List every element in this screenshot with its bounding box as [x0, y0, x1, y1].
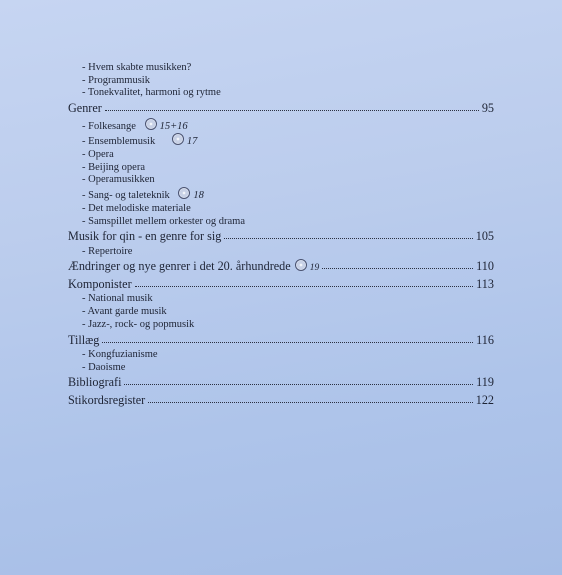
toc-entry-label: Tillæg	[68, 332, 100, 347]
cd-icon	[295, 259, 307, 271]
toc-entry-label: Stikordsregister	[68, 392, 146, 407]
cd-track-ref: 17	[172, 133, 198, 149]
toc-entry-komponister	[68, 277, 494, 294]
leader-dots	[102, 333, 473, 343]
toc-page-number: 105	[475, 229, 494, 244]
toc-entry-label: Bibliografi	[68, 375, 122, 390]
toc-entry-tillaeg	[68, 333, 494, 350]
toc-subentry: - Repertoire	[82, 245, 133, 257]
cd-icon	[145, 118, 157, 130]
toc-subentry: - Jazz-, rock- og popmusik	[82, 318, 195, 330]
toc-entry-stikordsregister	[68, 393, 494, 410]
leader-dots	[148, 393, 473, 403]
toc-page-number: 113	[476, 276, 494, 291]
toc-subentry: - Kongfuzianisme	[82, 349, 158, 361]
toc-entry-label: Musik for qin - en genre for sig	[68, 229, 222, 244]
toc-subentry: - Avant garde musik	[82, 306, 167, 318]
leader-dots	[135, 277, 474, 287]
toc-entry-label: Ændringer og nye genrer i det 20. århundrede	[68, 259, 291, 274]
cd-track-ref: 19	[295, 259, 320, 273]
cd-track-ref: 18	[178, 187, 204, 203]
toc-page-number: 116	[476, 332, 494, 347]
toc-subentry: - Sang- og taleteknik 18	[82, 187, 494, 203]
toc-subentry: - Samspillet mellem orkester og drama	[82, 215, 245, 227]
toc-subentry: - Tonekvalitet, harmoni og rytme	[82, 87, 221, 99]
toc-subentry: - Hvem skabte musikken?	[82, 62, 192, 73]
toc-page-number: 122	[475, 392, 494, 407]
toc-subentry: - Det melodiske materiale	[82, 202, 191, 214]
toc-subentry: - Programmusik	[82, 74, 150, 86]
toc-entry-musik-for-qin	[68, 229, 494, 246]
leader-dots	[224, 229, 472, 239]
leader-dots	[322, 259, 473, 269]
cd-icon	[178, 187, 190, 199]
toc-subentry: - Opera	[82, 149, 114, 161]
leader-dots	[124, 375, 473, 385]
toc-entry-label: Komponister	[68, 276, 132, 291]
toc-subentry: - Beijing opera	[82, 161, 145, 173]
toc-entry-bibliografi	[68, 375, 494, 392]
leader-dots	[105, 101, 479, 111]
toc-subentry: - Operamusikken	[82, 174, 155, 186]
cd-track-ref: 15+16	[145, 118, 188, 134]
table-of-contents	[68, 62, 494, 409]
toc-entry-aendringer	[68, 259, 494, 276]
toc-subentry: - Ensemblemusik 17	[82, 133, 494, 149]
cd-icon	[172, 133, 184, 145]
toc-subentry: - Daoisme	[82, 361, 126, 373]
toc-subentry: - Folkesange 15+16	[82, 118, 494, 134]
toc-page-number: 119	[476, 375, 494, 390]
toc-page-number: 110	[476, 259, 494, 274]
toc-page-number: 95	[481, 101, 494, 116]
toc-subentry: - National musik	[82, 293, 153, 305]
toc-entry-genrer	[68, 101, 494, 118]
toc-entry-label: Genrer	[68, 101, 102, 116]
